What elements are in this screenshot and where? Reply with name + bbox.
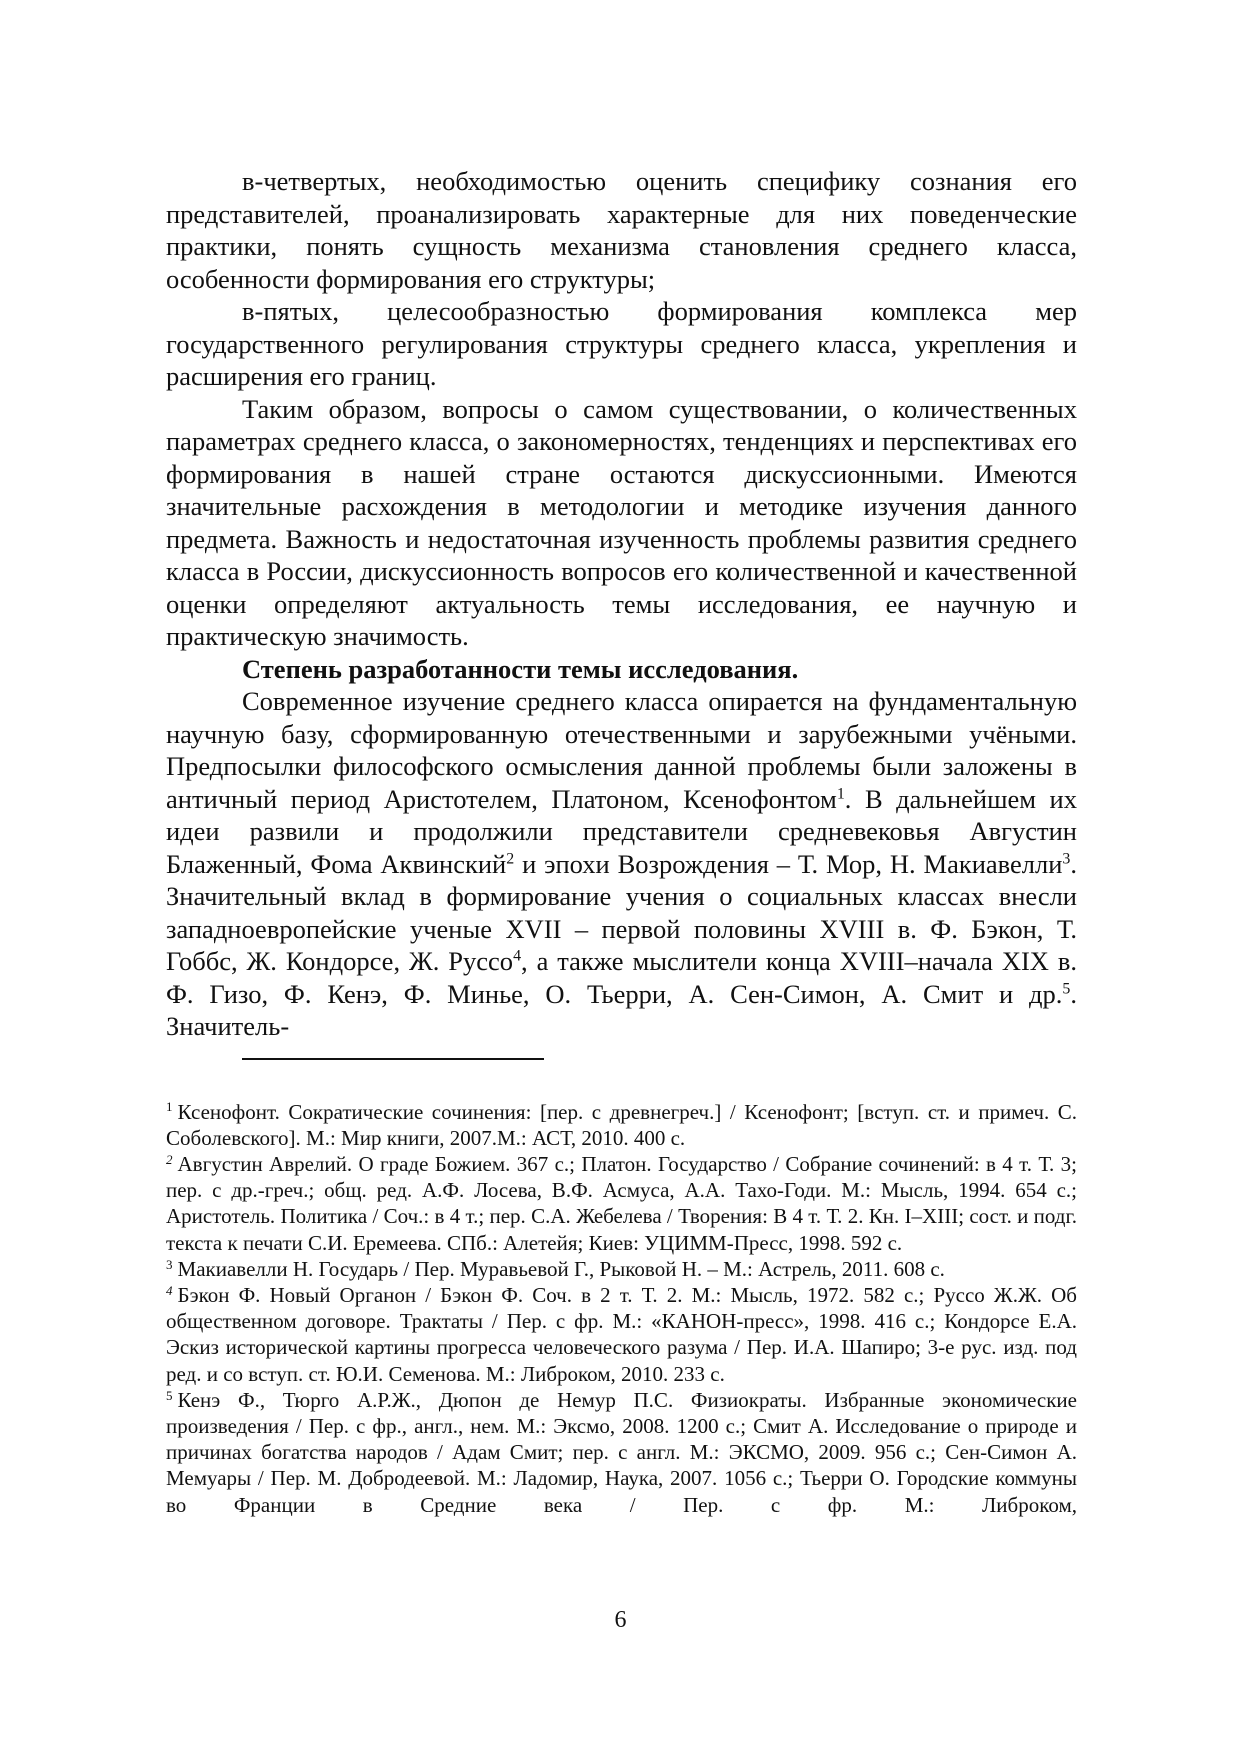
page-number: 6 [614,1607,627,1633]
section-heading: Степень разработанности темы исследования. [242,653,799,684]
footnote-ref-4[interactable]: 4 [513,947,522,965]
footnote-text: Кенэ Ф., Тюрго А.Р.Ж., Дюпон де Немур П.С. Физиократы. Избранные экономические произведения / Пер. с фр., англ., нем. М.: Эксмо, 2008. 1200 с.; Смит А. Исследование о природе и причинах богатства народов / Адам Смит; пер. с англ. М.: ЭКСМО, 2009. 956 с.; Сен-Симон А. Мемуары / Пер. М. Добродеевой. М.: Ладомир, Наука, 2007. 1056 с.; Тьерри О. Городские коммуны во Франции в Средние века / Пер. с фр. М.: Либроком, [166,1387,1077,1517]
footnote-ref-1[interactable]: 1 [836,784,845,802]
degree-text-2: . В дальнейшем их идеи развили и продолжили представители средневековья Августин Блаженный, Фома Аквинский [166,783,1077,879]
footnote-mark: 1 [166,1099,173,1115]
degree-text-4: . Значительный вклад в формирование учения о социальных классах внесли западноевропейские ученые XVII – первой половины XVIII в. Ф. Бэкон, Т. Гоббс, Ж. Кондорсе, Ж. Руссо [166,848,1077,976]
footnote-text: Ксенофонт. Сократические сочинения: [пер. с древнегреч.] / Ксенофонт; [вступ. ст. и примеч. С. Соболевского]. М.: Мир книги, 2007.М.: АСТ, 2010. 400 с. [166,1099,1077,1150]
footnotes [166,1099,1077,1518]
footnote-ref-5[interactable]: 5 [1062,979,1071,997]
footnote-text: Августин Аврелий. О граде Божием. 367 с.; Платон. Государство / Собрание сочинений: в 4 т. Т. 3; пер. с др.-греч.; общ. ред. А.Ф. Лосева, В.Ф. Асмуса, А.А. Тахо-Годи. М.: Мысль, 1994. 654 с.; Аристотель. Политика / Соч.: в 4 т.; пер. С.А. Жебелева / Творения: В 4 т. Т. 2. Кн. I–XIII; сост. и подг. текста к печати С.И. Еремеева. СПб.: Алетейя; Киев: УЦИММ-Пресс, 1998. 592 с. [166,1151,1077,1255]
footnote-ref-3[interactable]: 3 [1062,849,1071,867]
footnote-mark: 5 [166,1387,173,1403]
paragraph-fifthly: в-пятых, целесообразностью формирования комплекса мер государственного регулирования структуры среднего класса, укрепления и расширения его границ. [166,296,1077,391]
footnote-mark: 3 [166,1256,173,1272]
paragraph-degree-of-development [166,685,1077,1043]
footnote-mark: 2 [166,1151,173,1167]
degree-text-5: , а также мыслители конца XVIII–начала XIX в. Ф. Гизо, Ф. Кенэ, Ф. Минье, О. Тьерри, А. Сен-Симон, А. Смит и др. [166,946,1077,1009]
footnote-text: Макиавелли Н. Государь / Пер. Муравьевой Г., Рыковой Н. – М.: Астрель, 2011. 608 с. [177,1256,945,1281]
footnote-2 [166,1151,1077,1256]
footnote-separator [242,1058,544,1060]
paragraph-conclusion: Таким образом, вопросы о самом существовании, о количественных параметрах среднего класса, о закономерностях, тенденциях и перспективах его формирования в нашей стране остаются дискуссионными. Имеются значительные расхождения в методологии и методике изучения данного предмета. Важность и недостаточная изученность проблемы развития среднего класса в России, дискуссионность вопросов его количественной и качественной оценки определяют актуальность темы исследования, ее научную и практическую значимость. [166,393,1077,651]
footnote-4 [166,1282,1077,1387]
main-text [166,165,1077,1043]
footnote-mark: 4 [166,1282,173,1298]
footnote-5 [166,1387,1077,1518]
footnote-3 [166,1256,1077,1282]
degree-text-3: и эпохи Возрождения – Т. Мор, Н. Макиавелли [514,848,1063,879]
footnote-ref-2[interactable]: 2 [506,849,515,867]
degree-text-6: . Значитель- [166,978,1077,1041]
footnote-text: Бэкон Ф. Новый Органон / Бэкон Ф. Соч. в 2 т. Т. 2. М.: Мысль, 1972. 582 с.; Руссо Ж.Ж. Об общественном договоре. Трактаты / Пер. с фр. М.: «КАНОН-пресс», 1998. 416 с.; Кондорсе Е.А. Эскиз исторической картины прогресса человеческого разума / Пер. И.А. Шапиро; 3-е рус. изд. под ред. и со вступ. ст. Ю.И. Семенова. М.: Либроком, 2010. 233 с. [166,1282,1077,1386]
document-page [166,165,1077,1518]
paragraph-fourthly: в-четвертых, необходимостью оценить специфику сознания его представителей, проанализировать характерные для них поведенческие практики, понять сущность механизма становления среднего класса, особенности формирования его структуры; [166,166,1077,294]
footnote-1 [166,1099,1077,1151]
degree-text-1: Современное изучение среднего класса опирается на фундаментальную научную базу, сформированную отечественными и зарубежными учёными. Предпосылки философского осмысления данной проблемы были заложены в античный период Аристотелем, Платоном, Ксенофонтом [166,686,1077,814]
